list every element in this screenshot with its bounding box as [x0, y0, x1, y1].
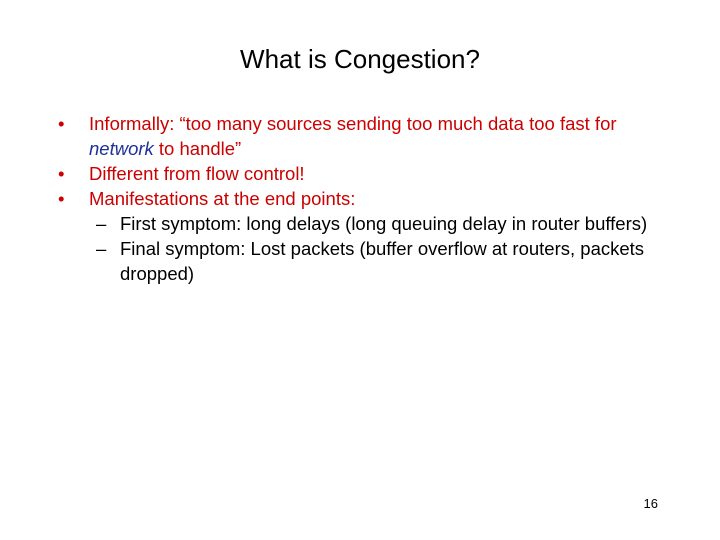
bullet-marker: • [58, 163, 65, 184]
sub-bullet-item [56, 236, 676, 286]
page-number: 16 [643, 496, 658, 511]
bullet-text: Different from flow control! [89, 163, 305, 184]
sub-bullet-item [56, 211, 676, 236]
bullet-marker: • [58, 113, 65, 134]
slide-body [56, 111, 676, 286]
bullet-emphasis: network [89, 138, 154, 159]
bullet-text: Informally: “too many sources sending too much data too fast for [89, 113, 617, 134]
sub-bullet-text: Final symptom: Lost packets (buffer overflow at routers, packets dropped) [120, 238, 645, 284]
sub-bullet-marker: – [96, 213, 107, 234]
bullet-text-after: to handle” [153, 138, 242, 159]
slide-title: What is Congestion? [240, 44, 480, 74]
sub-bullet-marker: – [96, 238, 107, 259]
bullet-item [56, 111, 676, 161]
bullet-text: Manifestations at the end points: [89, 188, 356, 209]
sub-bullet-text: First symptom: long delays (long queuing delay in router buffers) [120, 213, 648, 234]
bullet-marker: • [58, 188, 65, 209]
bullet-item [56, 161, 676, 186]
bullet-item [56, 186, 676, 211]
